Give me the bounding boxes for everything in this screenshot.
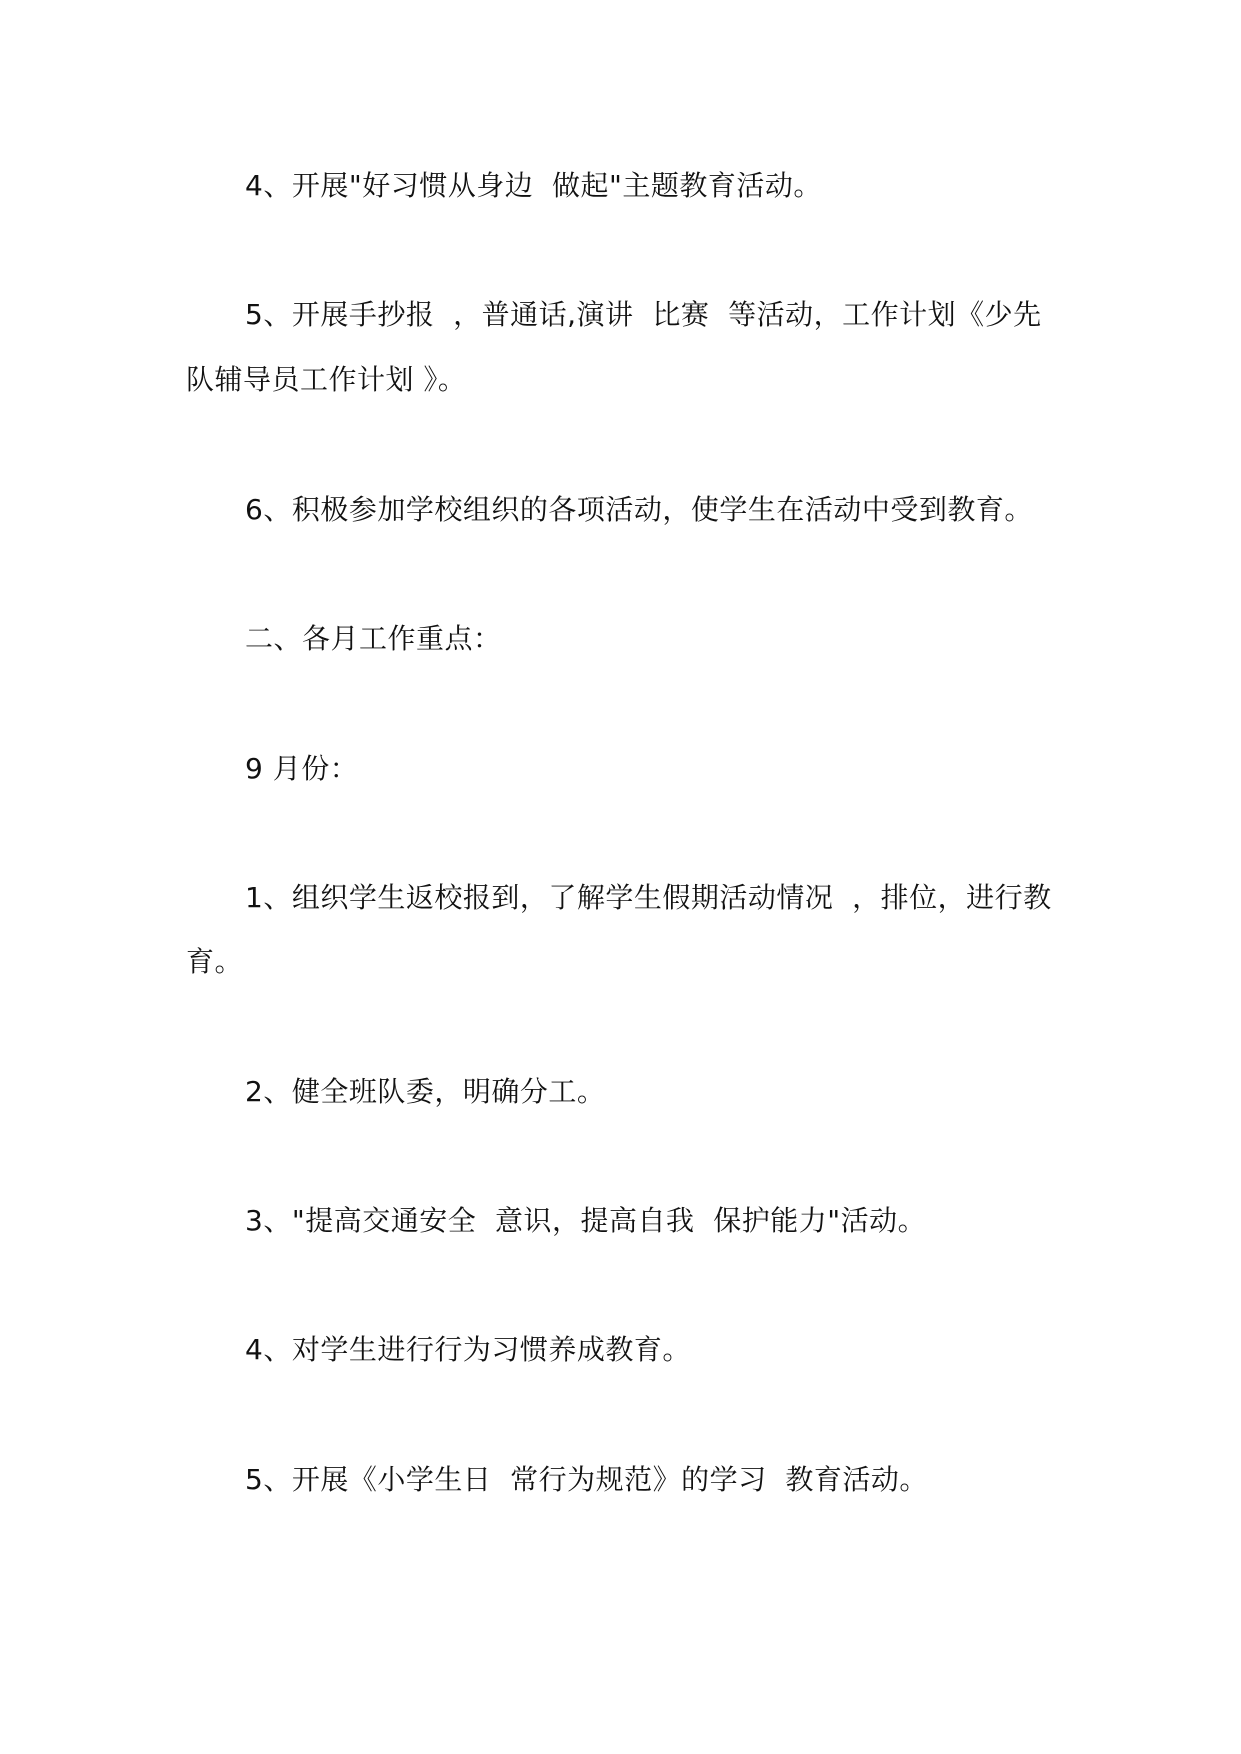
paragraph-line: 6、积极参加学校组织的各项活动，使学生在活动中受到教育。 [245, 493, 1033, 526]
month-heading: 9 月份： [245, 752, 359, 785]
paragraph-line: 5、开展《小学生日 常行为规范》的学习 教育活动。 [245, 1463, 928, 1496]
paragraph-line: 5、开展手抄报 ，普通话,演讲 比赛 等活动，工作计划《少先 [245, 298, 1042, 331]
paragraph-line: 1、组织学生返校报到，了解学生假期活动情况 ，排位，进行教 [245, 881, 1052, 914]
paragraph-line: 4、对学生进行行为习惯养成教育。 [245, 1333, 691, 1366]
paragraph-line: 4、开展"好习惯从身边 做起"主题教育活动。 [245, 169, 822, 202]
section-heading: 二、各月工作重点： [245, 622, 502, 655]
paragraph-line: 育。 [186, 945, 244, 978]
paragraph-line: 3、"提高交通安全 意识，提高自我 保护能力"活动。 [245, 1204, 927, 1237]
paragraph-line: 2、健全班队委，明确分工。 [245, 1075, 606, 1108]
paragraph-line: 队辅导员工作计划 》。 [186, 363, 467, 396]
